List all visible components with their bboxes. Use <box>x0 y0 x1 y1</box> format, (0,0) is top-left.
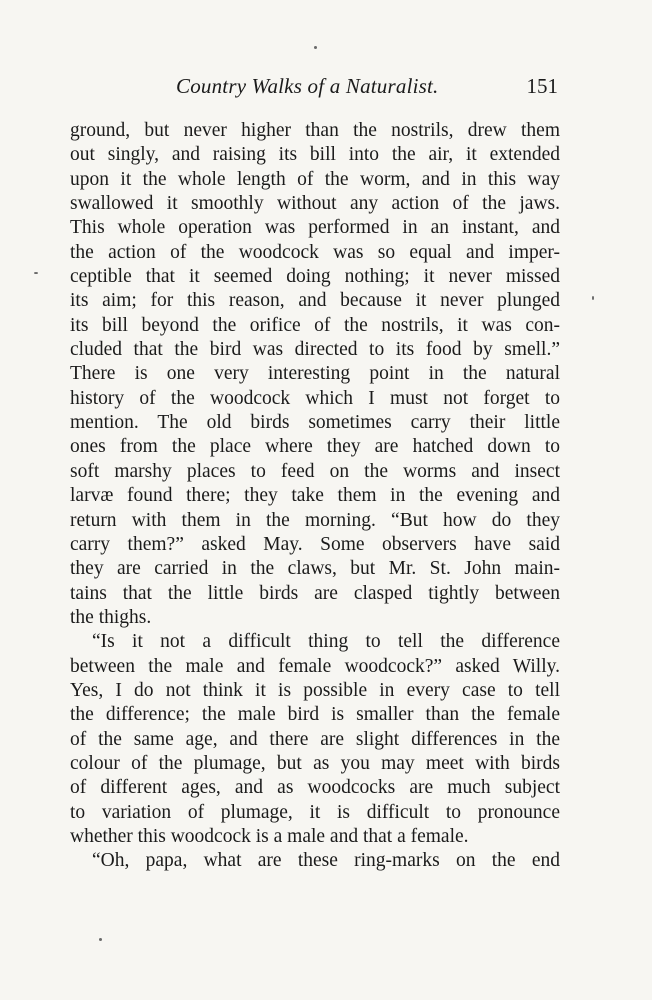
ink-speck <box>34 272 38 274</box>
text-line: colour of the plumage, but as you may meet with birds <box>70 752 560 774</box>
text-line: they are carried in the claws, but Mr. St. John main- <box>70 558 560 580</box>
text-line: history of the woodcock which I must not forget to <box>70 387 560 409</box>
ink-speck <box>592 296 594 300</box>
text-line: tains that the little birds are clasped tightly between <box>70 582 560 604</box>
text-line: ground, but never higher than the nostrils, drew them <box>70 120 560 141</box>
text-line: ceptible that it seemed doing nothing; it never missed <box>70 266 560 288</box>
text-line: the action of the woodcock was so equal and imper- <box>70 241 560 263</box>
text-line: its bill beyond the orifice of the nostrils, it was con- <box>70 314 560 336</box>
text-line: of different ages, and as woodcocks are much subject <box>70 777 560 799</box>
text-line: swallowed it smoothly without any action of the jaws. <box>70 193 560 215</box>
text-line: soft marshy places to feed on the worms and insect <box>70 460 560 482</box>
text-line: mention. The old birds sometimes carry their little <box>70 412 560 434</box>
text-line: the difference; the male bird is smaller than the female <box>70 704 560 726</box>
body-text <box>70 119 560 874</box>
text-line: larvæ found there; they take them in the evening and <box>70 485 560 507</box>
text-line: between the male and female woodcock?” asked Willy. <box>70 655 560 677</box>
text-line: the thighs. <box>70 606 152 628</box>
text-line: whether this woodcock is a male and that a female. <box>70 825 469 847</box>
running-title: Country Walks of a Naturalist. <box>176 74 439 98</box>
ink-speck <box>99 938 102 941</box>
text-line: upon it the whole length of the worm, and in this way <box>70 168 560 190</box>
text-line: cluded that the bird was directed to its food by smell.” <box>70 339 560 361</box>
text-line: of the same age, and there are slight differences in the <box>70 728 560 750</box>
text-line: ones from the place where they are hatched down to <box>70 436 560 458</box>
page-number: 151 <box>526 74 558 98</box>
ink-speck <box>314 46 317 49</box>
text-line: to variation of plumage, it is difficult to pronounce <box>70 801 560 823</box>
text-line: carry them?” asked May. Some observers have said <box>70 533 560 555</box>
text-line: “Is it not a difficult thing to tell the difference <box>92 631 560 653</box>
text-line: This whole operation was performed in an instant, and <box>70 217 560 239</box>
text-line: out singly, and raising its bill into the air, it extended <box>70 144 560 166</box>
text-line: Yes, I do not think it is possible in every case to tell <box>70 679 560 701</box>
text-line: its aim; for this reason, and because it never plunged <box>70 290 560 312</box>
text-line: There is one very interesting point in the natural <box>70 363 560 385</box>
running-head <box>70 74 558 104</box>
text-line: “Oh, papa, what are these ring-marks on the end <box>92 850 560 872</box>
text-line: return with them in the morning. “But how do they <box>70 509 560 531</box>
